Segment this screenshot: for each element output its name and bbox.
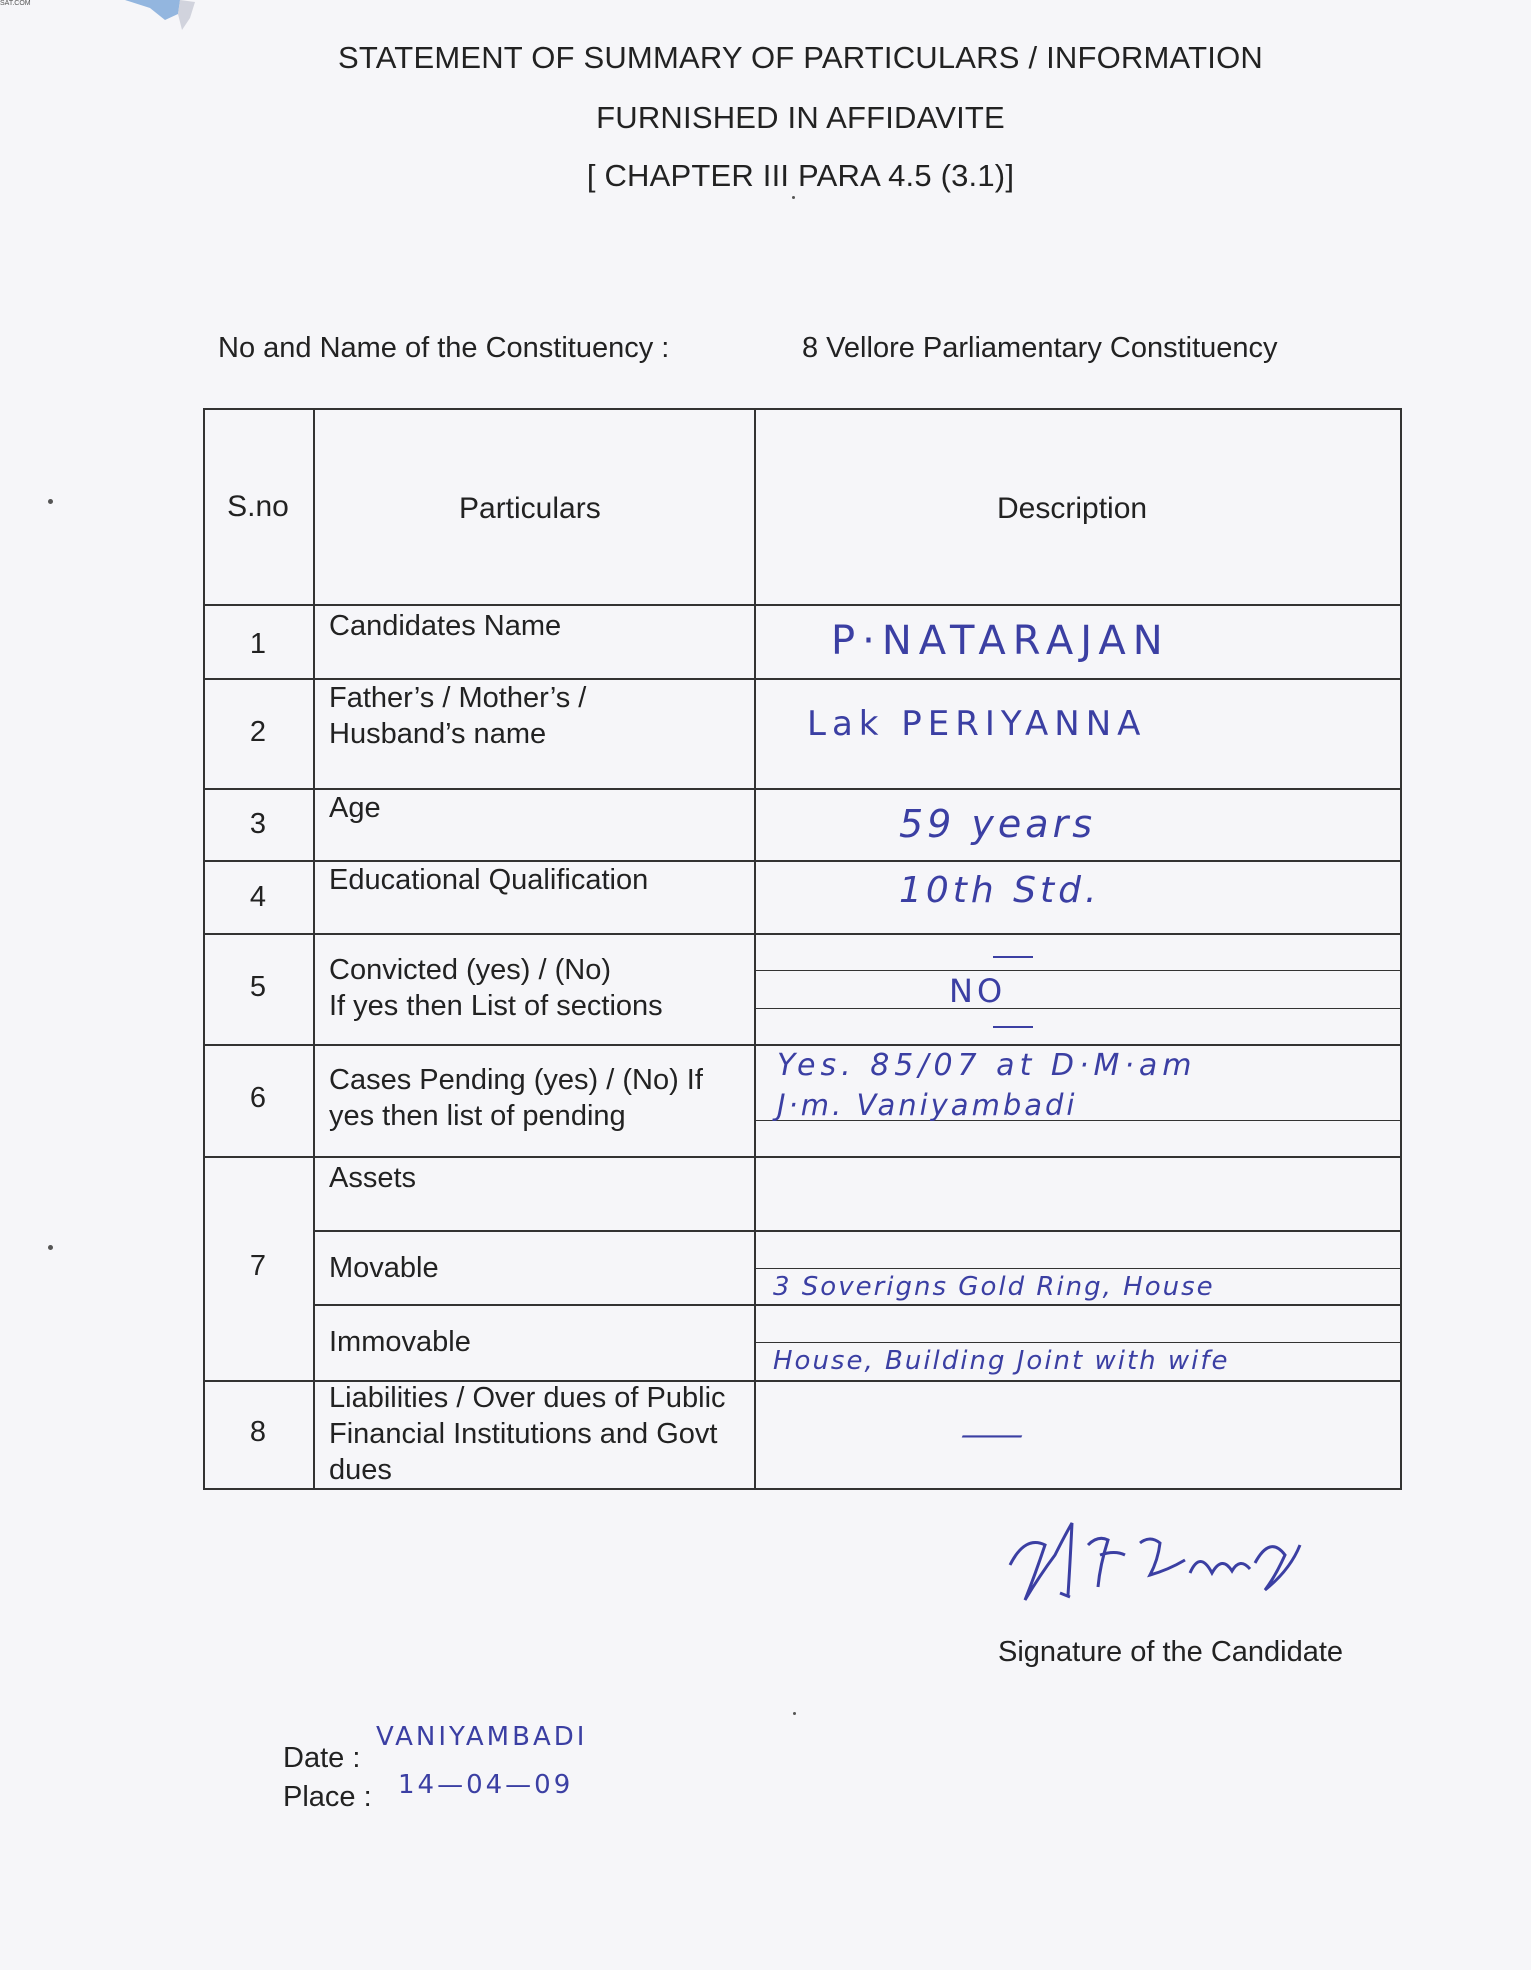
description-ruling [754,1268,1402,1269]
row-divider [203,933,1402,935]
row-6-description-line1: Yes. 85/07 at D·M·am [777,1048,1197,1083]
row-7-subdivider [313,1304,1402,1306]
row-7-movable-description: 3 Soverigns Gold Ring, House [773,1272,1215,1302]
particulars-table [203,408,1402,1490]
row-8-sno: 8 [249,1416,267,1448]
row-8-particular-line1: Liabilities / Over dues of Public [329,1382,726,1414]
table-border-right [1400,408,1402,1490]
row-6-particular-line1: Cases Pending (yes) / (No) If [329,1064,703,1096]
row-4-description: 10th Std. [899,870,1101,911]
row-4-particular: Educational Qualification [329,864,649,896]
row-2-sno: 2 [249,716,267,748]
row-5-dash-above [993,956,1033,958]
row-divider [203,1044,1402,1046]
row-7-immovable-description: House, Building Joint with wife [773,1346,1230,1376]
row-8-particular-line2: Financial Institutions and Govt [329,1418,718,1450]
row-8-description: — [959,1418,1034,1453]
constituency-value: 8 Vellore Parliamentary Constituency [802,332,1278,364]
table-border-top [203,408,1402,410]
row-8-particular-line3: dues [329,1454,392,1486]
table-divider-particulars [754,408,756,1490]
place-value: 14—04—09 [398,1770,574,1800]
scan-dot [48,499,53,504]
row-3-description: 59 years [899,802,1097,846]
row-divider [203,1156,1402,1158]
row-3-particular: Age [329,792,381,824]
row-5-dash-below [993,1026,1033,1028]
row-1-description: P·NATARAJAN [831,618,1170,664]
scan-dot [793,1712,796,1715]
corner-watermark-text: SAT.COM [0,0,31,7]
row-divider [203,604,1402,606]
scan-dot [792,196,795,199]
row-6-particular-line2: yes then list of pending [329,1100,626,1132]
document-title-line-1: STATEMENT OF SUMMARY OF PARTICULARS / INFORMATION [338,40,1263,75]
table-border-left [203,408,205,1490]
row-7-assets: Assets [329,1162,417,1194]
header-sno: S.no [227,490,289,523]
row-7-subdivider [313,1230,1402,1232]
description-ruling [754,1342,1402,1343]
row-2-particular-line1: Father’s / Mother’s / [329,682,587,714]
row-7-movable: Movable [329,1252,439,1284]
row-7-immovable: Immovable [329,1326,471,1358]
table-divider-sno [313,408,315,1490]
row-6-sno: 6 [249,1082,267,1114]
constituency-label: No and Name of the Constituency : [218,332,670,364]
corner-stamp-fragment [120,0,210,36]
description-ruling [754,1008,1402,1009]
row-5-description: NO [949,972,1007,1010]
row-5-particular-line2: If yes then List of sections [329,990,663,1022]
row-3-sno: 3 [249,808,267,840]
row-divider [203,788,1402,790]
document-title-line-3: [ CHAPTER III PARA 4.5 (3.1)] [586,158,1015,193]
row-5-sno: 5 [249,971,267,1003]
header-description: Description [997,492,1148,525]
place-label: Place : [283,1781,372,1813]
row-7-sno: 7 [249,1250,267,1282]
row-5-particular-line1: Convicted (yes) / (No) [329,954,612,986]
row-1-sno: 1 [249,628,267,660]
signature-label: Signature of the Candidate [998,1636,1344,1668]
document-title-line-2: FURNISHED IN AFFIDAVITE [596,100,1005,135]
row-1-particular: Candidates Name [329,610,562,642]
row-6-description-line2: J·m. Vaniyambadi [777,1088,1078,1122]
row-2-description: Lak PERIYANNA [807,704,1147,744]
row-2-particular-line2: Husband’s name [329,718,547,750]
row-4-sno: 4 [249,881,267,913]
date-value: VANIYAMBADI [376,1722,588,1752]
date-label: Date : [283,1742,361,1774]
scan-dot [48,1245,53,1250]
header-particulars: Particulars [459,492,601,525]
description-ruling [754,970,1402,971]
candidate-signature [1000,1515,1400,1625]
